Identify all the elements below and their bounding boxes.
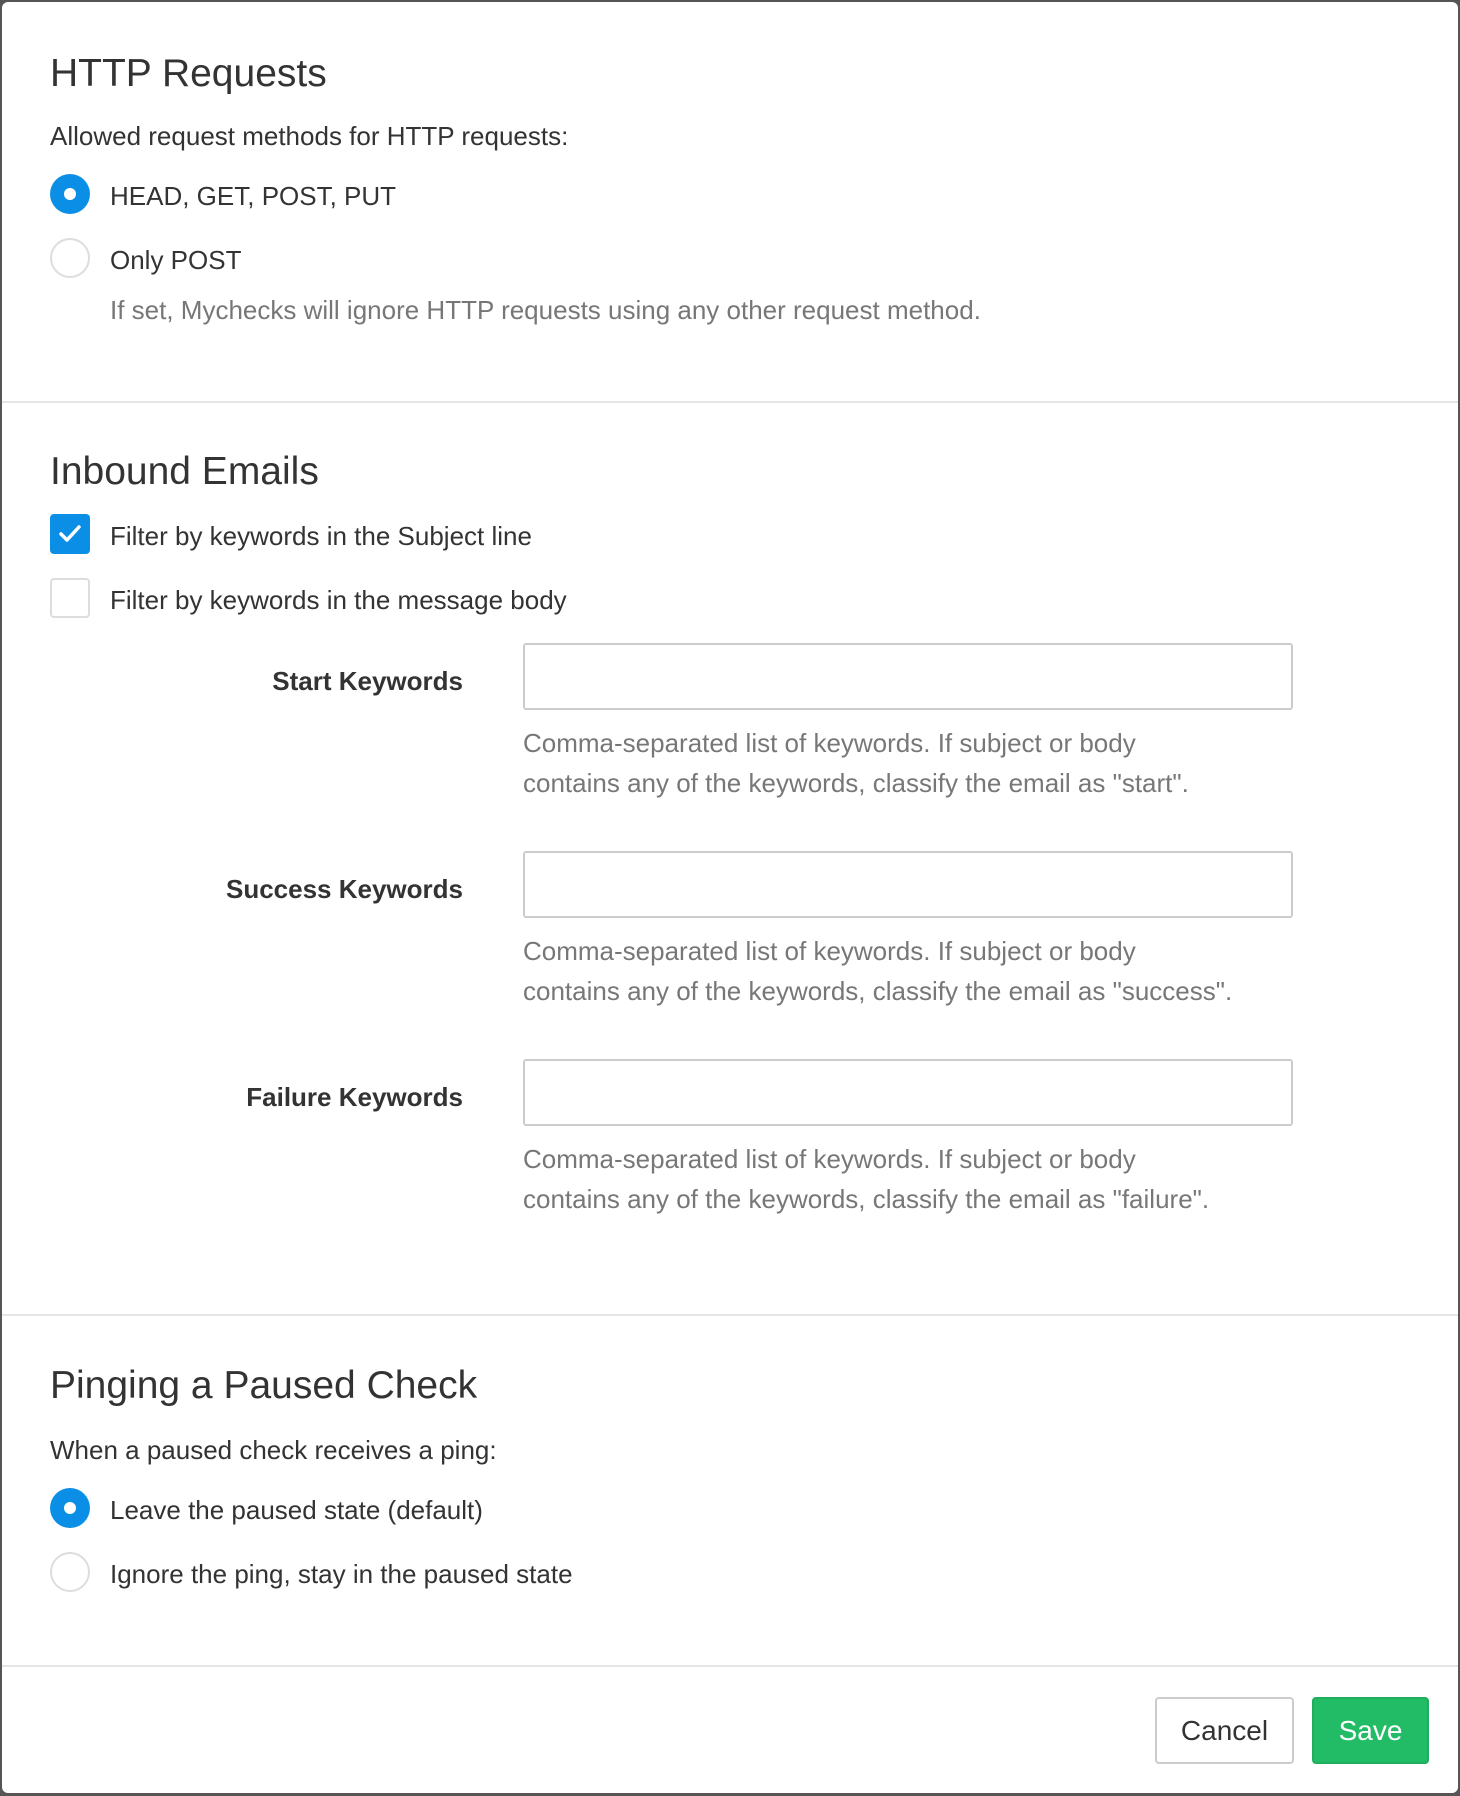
start-keywords-input[interactable] <box>523 643 1293 710</box>
start-keywords-help <box>523 723 1189 803</box>
radio-ignore-ping[interactable] <box>50 1552 90 1592</box>
start-keywords-label: Start Keywords <box>272 666 463 696</box>
help-line: Comma-separated list of keywords. If subject or body <box>523 1144 1136 1174</box>
success-keywords-help <box>523 931 1232 1011</box>
help-line: contains any of the keywords, classify the email as "start". <box>523 768 1189 798</box>
help-line: contains any of the keywords, classify the email as "success". <box>523 976 1233 1006</box>
section-title-email: Inbound Emails <box>50 450 319 493</box>
help-line: Comma-separated list of keywords. If subject or body <box>523 728 1136 758</box>
failure-keywords-input[interactable] <box>523 1059 1293 1126</box>
radio-leave-paused[interactable] <box>50 1488 90 1528</box>
checkbox-filter-body[interactable] <box>50 578 90 618</box>
http-help: If set, Mychecks will ignore HTTP requests using any other request method. <box>110 295 981 325</box>
failure-keywords-help <box>523 1139 1209 1219</box>
radio-http-all-methods[interactable] <box>50 174 90 214</box>
radio-http-only-post[interactable] <box>50 238 90 278</box>
http-prompt: Allowed request methods for HTTP requests: <box>50 121 569 151</box>
section-title-paused: Pinging a Paused Check <box>50 1364 478 1407</box>
divider <box>2 401 1458 403</box>
paused-prompt: When a paused check receives a ping: <box>50 1435 497 1465</box>
footer-divider <box>2 1665 1458 1667</box>
checkbox-label[interactable]: Filter by keywords in the message body <box>110 585 567 615</box>
success-keywords-input[interactable] <box>523 851 1293 918</box>
radio-label[interactable]: Only POST <box>110 245 242 275</box>
radio-label[interactable]: Ignore the ping, stay in the paused state <box>110 1559 573 1589</box>
help-line: Comma-separated list of keywords. If subject or body <box>523 936 1136 966</box>
divider <box>2 1314 1458 1316</box>
check-icon <box>50 514 90 554</box>
success-keywords-label: Success Keywords <box>225 874 463 904</box>
radio-label[interactable]: Leave the paused state (default) <box>110 1495 483 1525</box>
settings-dialog <box>2 2 1458 1793</box>
checkbox-label[interactable]: Filter by keywords in the Subject line <box>110 521 532 551</box>
save-button[interactable]: Save <box>1312 1697 1429 1764</box>
help-line: contains any of the keywords, classify the email as "failure". <box>523 1184 1210 1214</box>
cancel-button[interactable]: Cancel <box>1155 1697 1294 1764</box>
failure-keywords-label: Failure Keywords <box>246 1082 463 1112</box>
section-title-http: HTTP Requests <box>50 52 327 95</box>
radio-label[interactable]: HEAD, GET, POST, PUT <box>110 181 397 211</box>
checkbox-filter-subject[interactable] <box>50 514 90 554</box>
